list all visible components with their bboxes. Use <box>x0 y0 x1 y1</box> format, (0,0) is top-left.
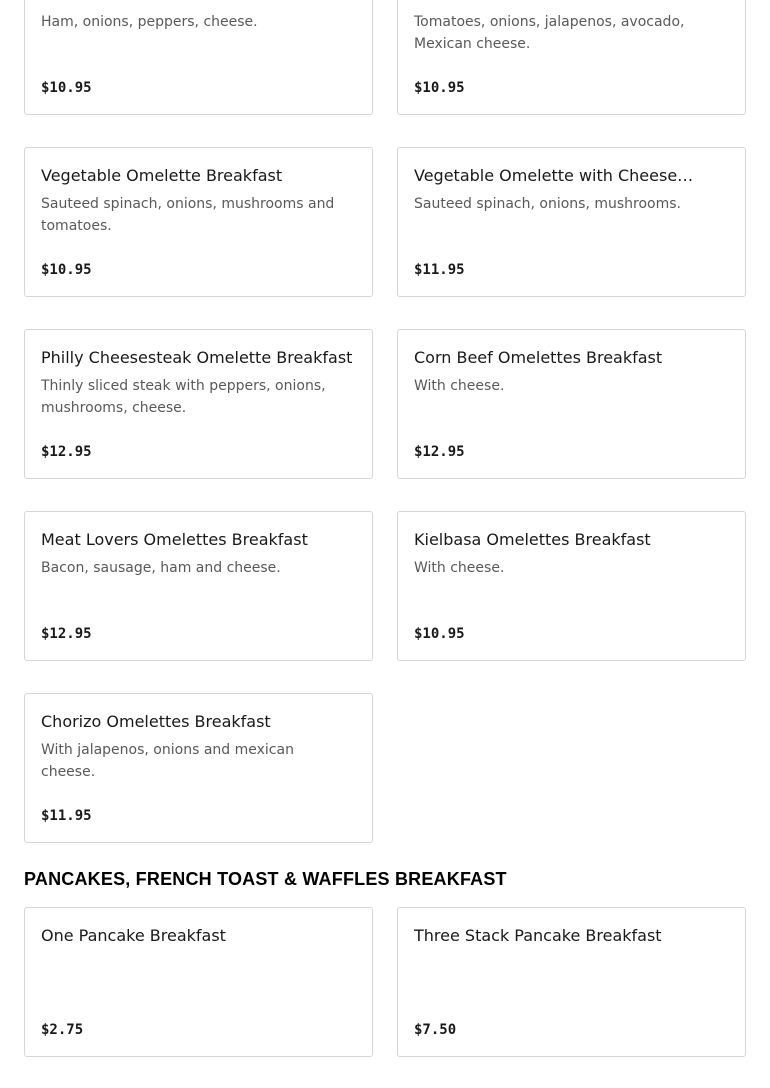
menu-item-name: One Pancake Breakfast <box>41 926 226 945</box>
menu-item-price: $10.95 <box>41 262 92 278</box>
menu-item-name: Chorizo Omelettes Breakfast <box>41 712 271 731</box>
menu-item-name: Three Stack Pancake Breakfast <box>414 926 662 945</box>
menu-item-description: With cheese. <box>414 560 505 576</box>
menu-item-card[interactable] <box>397 147 746 297</box>
menu-item-price: $12.95 <box>41 626 92 642</box>
section-heading: PANCAKES, FRENCH TOAST & WAFFLES BREAKFAST <box>24 869 507 889</box>
menu-item-price: $10.95 <box>41 80 92 96</box>
menu-item-card[interactable] <box>397 329 746 479</box>
menu-item-description: With jalapenos, onions and mexican cheese. <box>41 742 294 780</box>
menu-item-description: Tomatoes, onions, jalapenos, avocado, Mexican cheese. <box>414 14 685 52</box>
menu-item-description: Sauteed spinach, onions, mushrooms and tomatoes. <box>41 196 335 234</box>
menu-item-price: $12.95 <box>414 444 465 460</box>
menu-item-name: Corn Beef Omelettes Breakfast <box>414 348 663 367</box>
menu-item-name: Vegetable Omelette with Cheese… <box>414 166 694 185</box>
menu-item-name: Vegetable Omelette Breakfast <box>41 166 283 185</box>
menu-item-description: Sauteed spinach, onions, mushrooms. <box>414 196 681 212</box>
menu-item-card[interactable] <box>397 511 746 661</box>
menu-item-card[interactable] <box>24 329 373 479</box>
menu-item-description: Bacon, sausage, ham and cheese. <box>41 560 281 576</box>
menu-item-card[interactable] <box>24 147 373 297</box>
menu-item-price: $2.75 <box>41 1022 84 1038</box>
menu-item-name: Philly Cheesesteak Omelette Breakfast <box>41 348 353 367</box>
menu-item-card[interactable] <box>397 0 746 115</box>
menu-item-description: Thinly sliced steak with peppers, onions, mushrooms, cheese. <box>41 378 326 416</box>
menu-item-name: Kielbasa Omelettes Breakfast <box>414 530 651 549</box>
menu-item-price: $11.95 <box>414 262 465 278</box>
menu-item-card[interactable] <box>397 907 746 1057</box>
menu-item-price: $12.95 <box>41 444 92 460</box>
menu-item-price: $7.50 <box>414 1022 457 1038</box>
menu-item-card[interactable] <box>24 0 373 115</box>
menu-item-description: With cheese. <box>414 378 505 394</box>
menu-item-card[interactable] <box>24 511 373 661</box>
menu-item-card[interactable] <box>24 907 373 1057</box>
menu-item-card[interactable] <box>24 693 373 843</box>
menu-item-description: Ham, onions, peppers, cheese. <box>41 14 258 30</box>
menu-item-price: $11.95 <box>41 808 92 824</box>
menu-item-name: Meat Lovers Omelettes Breakfast <box>41 530 308 549</box>
menu-item-price: $10.95 <box>414 80 465 96</box>
menu-item-price: $10.95 <box>414 626 465 642</box>
